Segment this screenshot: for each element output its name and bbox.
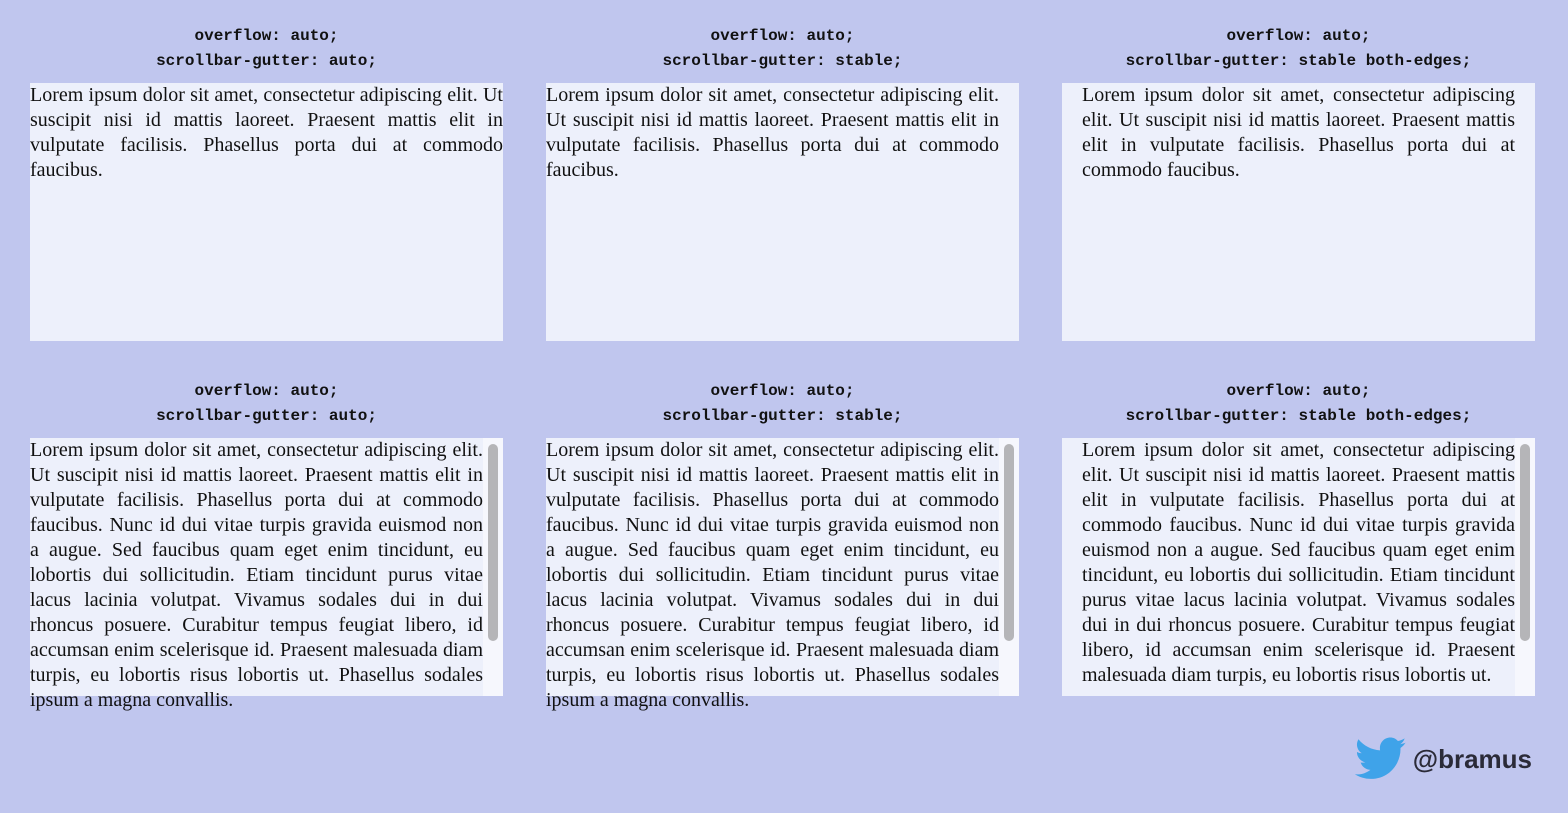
- lorem-text: Lorem ipsum dolor sit amet, consectetur adipiscing elit. Ut suscipit nisi id mattis laoreet. Praesent mattis elit in vulputate facilisis. Phasellus porta dui at commodo faucibus.: [546, 84, 999, 181]
- lorem-text: Lorem ipsum dolor sit amet, consectetur adipiscing elit. Ut suscipit nisi id mattis laoreet. Praesent mattis elit in vulputate facilisis. Phasellus porta dui at commodo faucibus. Nunc id dui vitae turpis gravida euismod non a augue. Sed faucibus quam eget enim tincidunt, eu lobortis dui sollicitudin. Etiam tincidunt purus vitae lacus lacinia volutpat. Vivamus sodales dui in dui rhoncus posuere. Curabitur tempus feugiat libero, id accumsan enim scelerisque id. Praesent malesuada diam turpis, eu lobortis risus lobortis ut. Phasellus sodales ipsum a magna convallis.: [546, 439, 999, 711]
- code-line-overflow: overflow: auto;: [1226, 382, 1371, 400]
- code-line-overflow: overflow: auto;: [710, 382, 855, 400]
- scroll-box[interactable]: [546, 438, 1019, 711]
- scroll-box[interactable]: [546, 83, 1019, 341]
- panel-both-edges-short: [1062, 24, 1535, 341]
- scroll-box[interactable]: [30, 438, 503, 711]
- code-line-overflow: overflow: auto;: [710, 27, 855, 45]
- code-line-gutter: scrollbar-gutter: stable both-edges;: [1125, 52, 1472, 70]
- scrollbar-thumb[interactable]: [1520, 444, 1530, 641]
- scrollbar-thumb[interactable]: [488, 444, 498, 641]
- twitter-bird-icon: [1355, 737, 1407, 781]
- scroll-box[interactable]: [1062, 438, 1535, 696]
- lorem-text: Lorem ipsum dolor sit amet, consectetur adipiscing elit. Ut suscipit nisi id mattis laoreet. Praesent mattis elit in vulputate facilisis. Phasellus porta dui at commodo faucibus. Nunc id dui vitae turpis gravida euismod non a augue. Sed faucibus quam eget enim tincidunt, eu lobortis dui sollicitudin. Etiam tincidunt purus vitae lacus lacinia volutpat. Vivamus sodales dui in dui rhoncus posuere. Curabitur tempus feugiat libero, id accumsan enim scelerisque id. Praesent malesuada diam turpis, eu lobortis risus lobortis ut.: [1082, 439, 1515, 686]
- code-label: [30, 379, 503, 429]
- code-line-overflow: overflow: auto;: [194, 27, 339, 45]
- code-line-gutter: scrollbar-gutter: stable both-edges;: [1125, 407, 1472, 425]
- code-label: [1062, 379, 1535, 429]
- twitter-handle[interactable]: @bramus: [1412, 743, 1532, 774]
- scrollbar-track[interactable]: [999, 438, 1019, 696]
- code-label: [1062, 24, 1535, 74]
- code-label: [30, 24, 503, 74]
- code-line-gutter: scrollbar-gutter: auto;: [156, 52, 377, 70]
- panel-auto-short: [30, 24, 503, 341]
- lorem-text: Lorem ipsum dolor sit amet, consectetur adipiscing elit. Ut suscipit nisi id mattis laoreet. Praesent mattis elit in vulputate facilisis. Phasellus porta dui at commodo faucibus.: [30, 84, 503, 181]
- panel-both-edges-long: [1062, 379, 1535, 696]
- lorem-text: Lorem ipsum dolor sit amet, consectetur adipiscing elit. Ut suscipit nisi id mattis laoreet. Praesent mattis elit in vulputate facilisis. Phasellus porta dui at commodo faucibus. Nunc id dui vitae turpis gravida euismod non a augue. Sed faucibus quam eget enim tincidunt, eu lobortis dui sollicitudin. Etiam tincidunt purus vitae lacus lacinia volutpat. Vivamus sodales dui in dui rhoncus posuere. Curabitur tempus feugiat libero, id accumsan enim scelerisque id. Praesent malesuada diam turpis, eu lobortis risus lobortis ut. Phasellus sodales ipsum a magna convallis.: [30, 439, 483, 711]
- scroll-box[interactable]: [30, 83, 503, 341]
- demo-grid: [30, 24, 1536, 711]
- panel-stable-long: [546, 379, 1019, 711]
- code-label: [546, 379, 1019, 429]
- lorem-text: Lorem ipsum dolor sit amet, consectetur adipiscing elit. Ut suscipit nisi id mattis laoreet. Praesent mattis elit in vulputate facilisis. Phasellus porta dui at commodo faucibus.: [1082, 84, 1515, 181]
- code-line-gutter: scrollbar-gutter: stable;: [662, 407, 903, 425]
- code-line-overflow: overflow: auto;: [1226, 27, 1371, 45]
- panel-auto-long: [30, 379, 503, 711]
- scrollbar-track[interactable]: [483, 438, 503, 696]
- code-label: [546, 24, 1019, 74]
- code-line-gutter: scrollbar-gutter: stable;: [662, 52, 903, 70]
- scrollbar-track[interactable]: [1515, 438, 1535, 696]
- panel-stable-short: [546, 24, 1019, 341]
- author-credit[interactable]: [1355, 737, 1532, 781]
- code-line-gutter: scrollbar-gutter: auto;: [156, 407, 377, 425]
- scroll-box[interactable]: [1062, 83, 1535, 341]
- code-line-overflow: overflow: auto;: [194, 382, 339, 400]
- scrollbar-thumb[interactable]: [1004, 444, 1014, 641]
